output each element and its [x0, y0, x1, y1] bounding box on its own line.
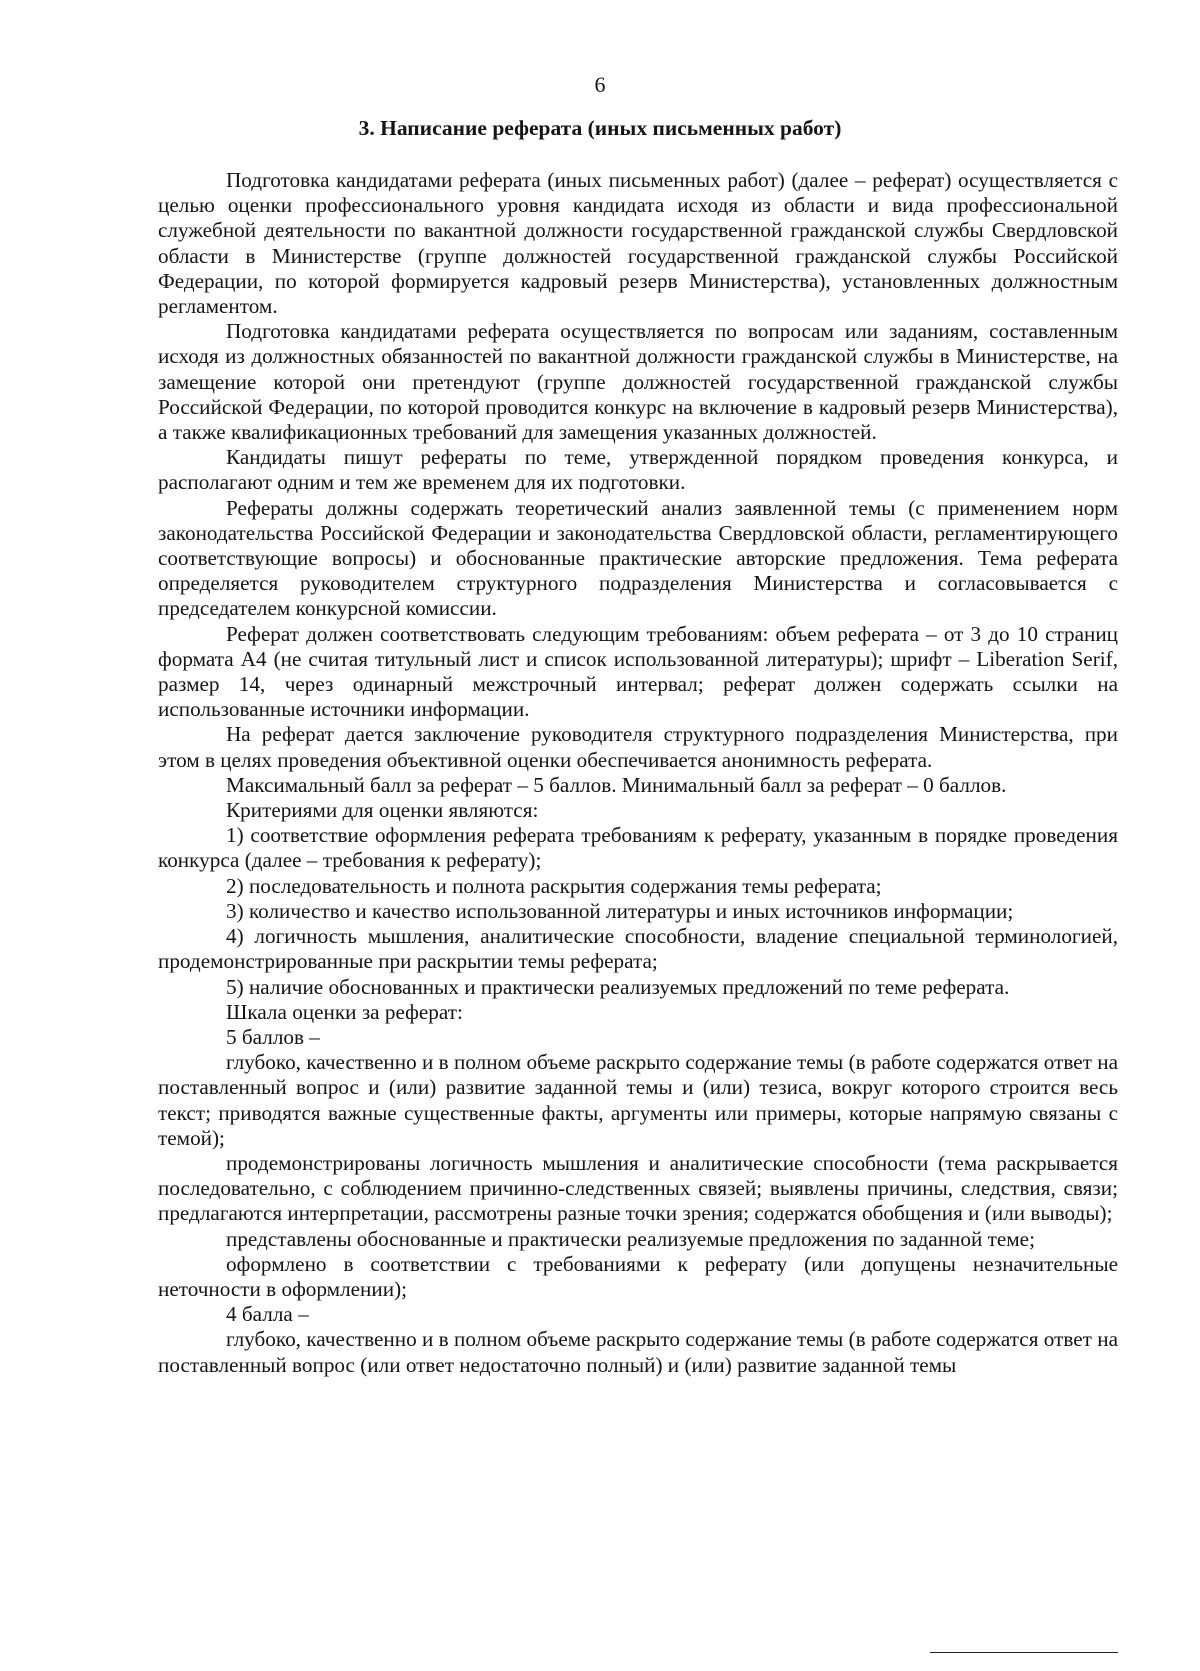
paragraph: Подготовка кандидатами реферата осуществляется по вопросам или заданиям, составленным исходя из должностных обязанностей по вакантной должности гражданской службы в Министерстве, на замещение которой они претендуют (группе должностей государственной гражданской службы Российской Федерации, по которой проводится конкурс на включение в кадровый резерв Министерства), а также квалификационных требований для замещения указанных должностей.	[158, 319, 1118, 445]
list-item: 1) соответствие оформления реферата требованиям к реферату, указанным в порядке проведения конкурса (далее – требования к реферату);	[158, 823, 1118, 873]
score-label: 4 балла –	[226, 1302, 309, 1327]
list-item: 4) логичность мышления, аналитические способности, владение специальной терминологией, продемонстрированные при раскрытии темы реферата;	[158, 924, 1118, 974]
paragraph: Критериями для оценки являются:	[226, 798, 539, 823]
paragraph: глубоко, качественно и в полном объеме раскрыто содержание темы (в работе содержатся ответ на поставленный вопрос (или ответ недостаточно полный) и (или) развитие заданной темы	[158, 1327, 1118, 1377]
score-label: 5 баллов –	[226, 1024, 320, 1049]
list-item: 5) наличие обоснованных и практически реализуемых предложений по теме реферата.	[226, 974, 1010, 999]
paragraph: Кандидаты пишут рефераты по теме, утвержденной порядком проведения конкурса, и располагают одним и тем же временем для их подготовки.	[158, 445, 1118, 495]
body-text	[158, 168, 1118, 1378]
footer-rule	[930, 1652, 1118, 1653]
paragraph: Максимальный балл за реферат – 5 баллов. Минимальный балл за реферат – 0 баллов.	[226, 772, 1007, 797]
section-heading: 3. Написание реферата (иных письменных работ)	[358, 116, 842, 140]
list-item: 3) количество и качество использованной литературы и иных источников информации;	[226, 898, 1014, 923]
paragraph: глубоко, качественно и в полном объеме раскрыто содержание темы (в работе содержатся ответ на поставленный вопрос и (или) развитие заданной темы и (или) тезиса, вокруг которого строится весь текст; приводятся важные существенные факты, аргументы или примеры, которые напрямую связаны с темой);	[158, 1050, 1118, 1150]
paragraph: продемонстрированы логичность мышления и аналитические способности (тема раскрывается последовательно, с соблюдением причинно-следственных связей; выявлены причины, следствия, связи; предлагаются интерпретации, рассмотрены разные точки зрения; содержатся обобщения и (или выводы);	[158, 1150, 1118, 1226]
page-number: 6	[594, 72, 606, 97]
paragraph: оформлено в соответствии с требованиями к реферату (или допущены незначительные неточности в оформлении);	[158, 1251, 1118, 1301]
paragraph: Подготовка кандидатами реферата (иных письменных работ) (далее – реферат) осуществляется с целью оценки профессионального уровня кандидата исходя из области и вида профессиональной служебной деятельности по вакантной должности государственной гражданской службы Свердловской области в Министерстве (группе должностей государственной гражданской службы Российской Федерации, по которой формируется кадровый резерв Министерства), установленных должностным регламентом.	[158, 168, 1118, 319]
paragraph: представлены обоснованные и практически реализуемые предложения по заданной теме;	[226, 1226, 1035, 1251]
list-item: 2) последовательность и полнота раскрытия содержания темы реферата;	[226, 873, 882, 898]
paragraph: Реферат должен соответствовать следующим требованиям: объем реферата – от 3 до 10 страниц формата А4 (не считая титульный лист и список использованной литературы); шрифт – Liberation Serif, размер 14, через одинарный межстрочный интервал; реферат должен содержать ссылки на использованные источники информации.	[158, 621, 1118, 722]
paragraph: На реферат дается заключение руководителя структурного подразделения Министерства, при этом в целях проведения объективной оценки обеспечивается анонимность реферата.	[158, 722, 1118, 772]
paragraph: Шкала оценки за реферат:	[226, 999, 463, 1024]
paragraph: Рефераты должны содержать теоретический анализ заявленной темы (с применением норм законодательства Российской Федерации и законодательства Свердловской области, регламентирующего соответствующие вопросы) и обоснованные практические авторские предложения. Тема реферата определяется руководителем структурного подразделения Министерства и согласовывается с председателем конкурсной комиссии.	[158, 495, 1118, 621]
